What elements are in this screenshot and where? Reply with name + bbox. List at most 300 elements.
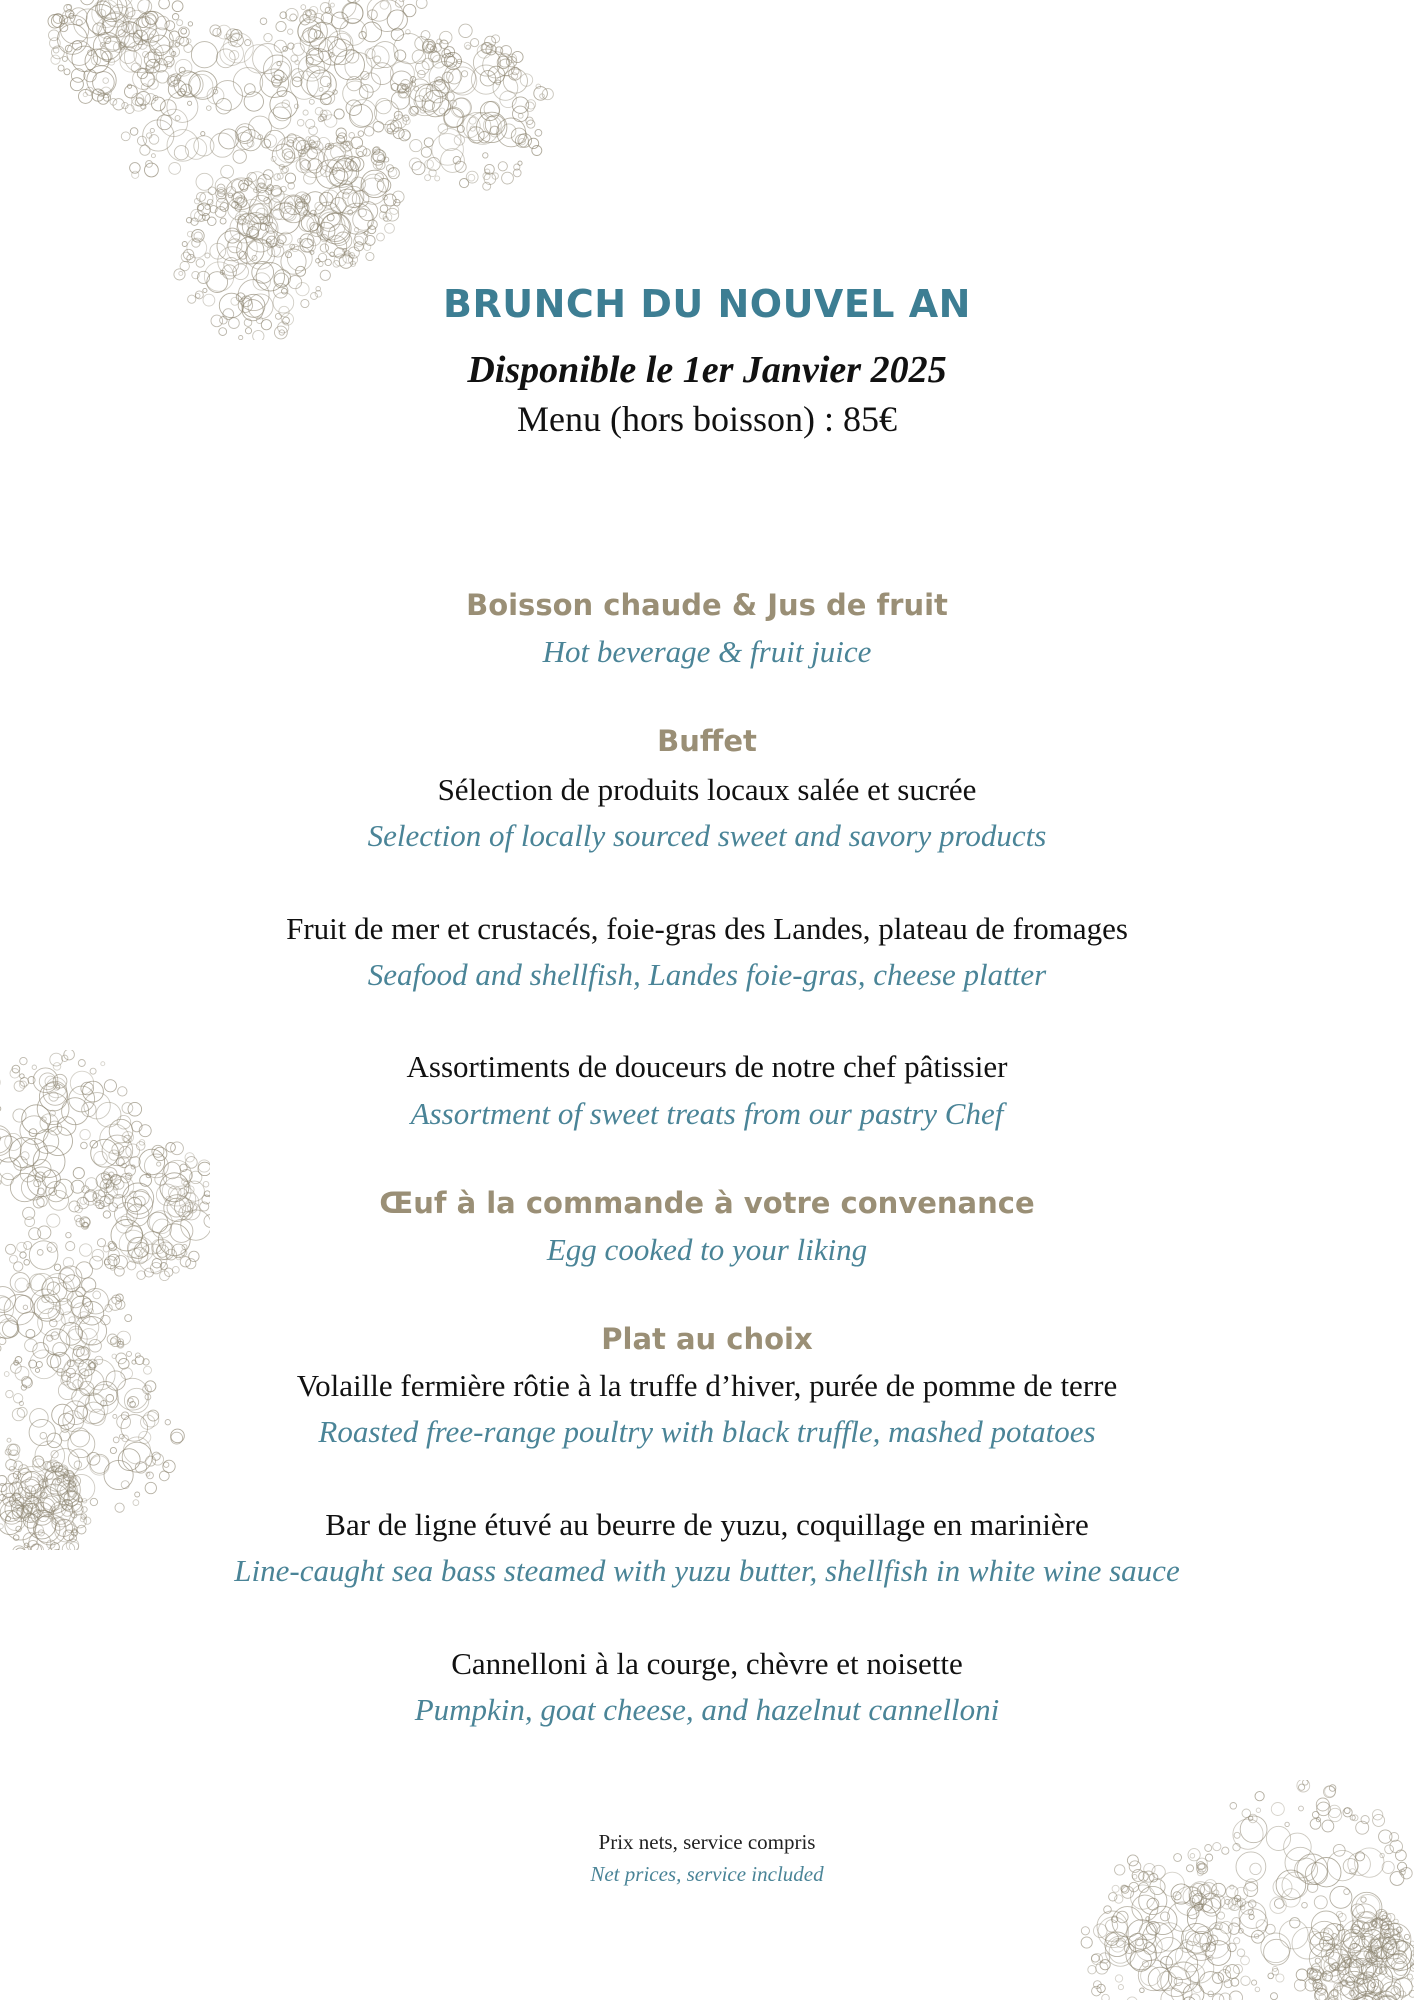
bubble-shape [282,100,290,108]
bubble-shape [1109,1941,1131,1963]
buffet-item-english: Selection of locally sourced sweet and savory products [367,818,1047,853]
bubble-shape [1296,1969,1308,1981]
bubble-shape [120,51,142,73]
bubble-shape [1397,1927,1403,1933]
bubble-shape [168,80,186,98]
bubble-shape [291,55,298,62]
bubble-shape [122,22,132,32]
bubble-shape [282,135,305,158]
bubble-shape [439,108,445,114]
bubble-shape [1351,1986,1366,2000]
bubble-shape [97,18,118,39]
bubble-shape [262,231,279,248]
bubble-shape [376,98,391,113]
bubble-shape [119,1146,131,1158]
bubble-shape [132,97,146,111]
bubble-shape [331,145,346,160]
bubble-shape [67,1291,84,1308]
bubble-shape [387,124,395,132]
bubble-shape [265,222,276,233]
bubble-shape [498,59,515,76]
bubble-shape [409,84,441,116]
bubble-shape [1384,1929,1399,1944]
bubble-shape [102,1135,133,1166]
bubble-shape [175,116,180,121]
bubble-shape [320,94,331,105]
bubble-shape [220,203,229,212]
bubble-shape [409,106,419,116]
bubble-shape [348,193,363,208]
bubble-shape [485,164,495,174]
bubble-shape [345,53,372,80]
bubble-shape [1317,1985,1326,1994]
bubble-shape [37,1479,68,1510]
bubble-shape [1240,1905,1245,1910]
bubble-shape [159,0,170,9]
bubble-shape [246,240,275,269]
bubble-shape [73,1493,80,1500]
bubble-shape [239,336,243,340]
bubble-shape [167,75,179,87]
bubble-shape [1202,1943,1210,1951]
bubble-shape [284,152,295,163]
bubble-shape [216,99,231,114]
bubble-shape [1183,1887,1202,1906]
bubble-shape [1,1484,15,1498]
bubble-shape [1166,1948,1198,1980]
bubble-shape [390,205,399,214]
bubble-shape [1106,1933,1119,1946]
bubble-shape [1271,1993,1278,2000]
bubble-shape [470,126,475,131]
bubble-shape [1386,1941,1400,1955]
bubble-shape [240,183,248,191]
bubble-shape [463,112,491,140]
bubble-shape [1383,1943,1392,1952]
bubble-shape [154,1147,167,1160]
bubble-shape [272,144,294,166]
bubble-shape [152,1145,164,1157]
bubble-shape [153,95,158,100]
bubble-shape [1352,1943,1357,1948]
bubble-shape [387,10,407,30]
bubble-shape [31,1544,43,1550]
bubble-shape [35,1129,59,1153]
bubble-shape [310,224,323,237]
bubble-shape [1375,1994,1384,2000]
bubble-shape [1182,1923,1212,1953]
bubble-shape [1213,1994,1224,2000]
bubble-shape [483,52,509,78]
bubble-shape [233,150,246,163]
bubble-shape [343,192,349,198]
bubble-shape [194,136,214,156]
bubble-shape [371,152,384,165]
bubble-shape [217,25,231,39]
bubble-shape [1351,1924,1360,1933]
bubble-shape [409,158,421,170]
bubble-shape [135,1462,146,1473]
bubble-shape [21,1152,29,1160]
bubble-shape [1132,1895,1158,1921]
bubble-shape [1223,1966,1230,1973]
bubble-shape [118,42,126,50]
bubble-shape [149,135,159,145]
bubble-shape [1342,1957,1352,1967]
bubble-shape [415,84,443,112]
bubble-shape [484,116,502,134]
bubble-shape [399,129,410,140]
bubble-shape [412,82,416,86]
bubble-shape [1353,1926,1360,1933]
bubble-shape [319,192,333,206]
bubble-shape [1199,1972,1222,1995]
bubble-shape [1370,1939,1374,1943]
bubble-shape [78,1498,82,1502]
bubble-shape [1353,1959,1360,1966]
bubble-shape [0,1484,7,1492]
bubble-shape [1187,1904,1216,1933]
bubble-shape [366,46,389,69]
bubble-shape [5,1133,22,1150]
bubble-shape [64,5,72,13]
bubble-shape [1272,1968,1279,1975]
bubble-shape [1135,1938,1143,1946]
bubble-shape [51,1543,60,1550]
bubble-shape [244,45,272,73]
bubble-shape [327,83,331,87]
bubble-shape [184,44,193,53]
bubble-shape [98,90,104,96]
main-item-english: Roasted free-range poultry with black truffle, mashed potatoes [318,1414,1096,1449]
bubble-shape [473,49,500,76]
bubble-shape [1147,1898,1159,1910]
bubble-shape [388,168,399,179]
bubble-shape [188,22,192,26]
bubble-shape [1386,1986,1401,2000]
bubble-shape [402,131,411,140]
bubble-shape [316,160,345,189]
bubble-shape [55,1468,63,1476]
bubble-shape [172,1,183,12]
bubble-shape [1330,1944,1335,1949]
bubble-shape [1380,1935,1389,1944]
bubble-shape [404,4,416,16]
page-title: BRUNCH DU NOUVEL AN [443,282,971,326]
bubble-shape [1310,1921,1340,1951]
bubble-shape [205,204,210,209]
bubble-shape [334,248,344,258]
bubble-shape [274,174,281,181]
bubble-shape [395,0,403,7]
bubble-shape [1353,1977,1380,2000]
bubble-shape [483,182,491,190]
bubble-shape [513,169,521,177]
bubble-shape [90,1498,97,1505]
bubble-shape [1141,1966,1161,1986]
bubble-shape [135,1356,144,1365]
bubble-shape [1376,1996,1398,2000]
bubble-shape [1252,1980,1257,1985]
bubble-shape [307,70,336,99]
bubble-shape [442,49,451,58]
bubble-shape [0,1296,14,1323]
bubble-shape [252,261,274,283]
bubble-shape [228,239,242,253]
bubble-shape [245,178,253,186]
bubble-shape [423,40,436,53]
bubble-shape [276,240,284,248]
bubble-shape [208,217,217,226]
bubble-shape [330,167,338,175]
bubble-shape [178,89,185,96]
bubble-shape [70,8,87,25]
bubble-shape [343,253,353,263]
bubble-shape [190,1171,202,1183]
bubble-shape [1116,1938,1126,1948]
bubble-shape [298,238,303,243]
bubble-shape [375,173,384,182]
bubble-shape [347,161,356,170]
bubble-shape [237,127,252,142]
bubble-shape [150,35,170,55]
bubble-shape [72,46,98,72]
bubble-shape [118,1087,127,1096]
bubble-shape [118,30,125,37]
main-item-french: Cannelloni à la courge, chèvre et noisette [451,1646,963,1681]
bubble-shape [416,0,427,9]
bubble-shape [1333,1981,1358,2000]
bubble-shape [117,0,149,19]
bubble-shape [1317,1802,1331,1816]
bubble-shape [126,1144,140,1158]
bubble-shape [235,124,255,144]
bubble-shape [301,214,319,232]
bubble-shape [126,8,135,17]
bubble-shape [68,1481,75,1488]
bubble-shape [483,172,490,179]
bubble-shape [354,242,363,251]
bubble-shape [483,153,488,158]
bubble-shape [368,226,376,234]
bubble-shape [1337,1924,1343,1930]
bubble-shape [1361,1958,1381,1978]
bubble-shape [1309,1969,1321,1981]
bubble-shape [1282,1889,1300,1907]
bubble-shape [53,47,59,53]
bubble-shape [1149,1906,1177,1934]
bubble-shape [216,49,235,68]
bubble-shape [299,55,325,81]
bubble-shape [399,86,411,98]
bubble-shape [55,1475,74,1494]
bubble-shape [1376,1909,1387,1920]
bubble-shape [422,90,449,117]
bubble-shape [137,92,151,106]
bubble-shape [293,137,306,150]
bubble-shape [1096,1962,1108,1974]
bubble-shape [442,53,455,66]
bubble-shape [92,0,120,28]
bubble-shape [285,173,295,183]
bubble-shape [431,52,441,62]
bubble-shape [109,1297,122,1310]
bubble-shape [190,74,213,97]
bubble-shape [306,137,311,142]
bubble-shape [137,1271,146,1280]
bubble-shape [1361,1919,1391,1949]
bubble-shape [350,261,355,266]
bubble-shape [192,230,205,243]
bubble-shape [67,4,72,9]
bubble-shape [373,160,382,169]
bubble-shape [1339,1959,1362,1982]
bubble-shape [296,266,306,276]
bubble-shape [1092,1986,1102,1996]
bubble-shape [371,63,393,85]
bubble-shape [42,1277,67,1302]
bubble-shape [121,1173,131,1183]
bubble-shape [1144,1943,1156,1955]
bubble-shape [140,145,150,155]
bubble-shape [361,71,369,79]
bubble-shape [51,1451,58,1458]
bubble-shape [48,14,62,28]
bubble-shape [216,188,227,199]
bubble-shape [1387,1913,1395,1921]
bubble-shape [341,203,372,234]
bubble-shape [260,184,264,188]
bubble-shape [145,1482,156,1493]
bubble-shape [377,233,385,241]
bubble-shape [47,1354,61,1368]
bubble-shape [63,1472,75,1484]
bubble-shape [230,34,243,47]
bubble-shape [130,128,138,136]
bubble-shape [481,43,492,54]
bubble-shape [1303,1780,1309,1785]
section-title-egg: Œuf à la commande à votre convenance [379,1186,1035,1220]
bubble-shape [19,1465,29,1475]
bubble-shape [1279,1920,1308,1949]
bubble-shape [152,1454,163,1465]
bubble-shape [175,59,192,76]
bubble-shape [225,228,240,243]
bubble-shape [457,115,480,138]
bubble-shape [192,271,199,278]
bubble-shape [83,93,87,97]
bubble-shape [103,13,126,36]
bubble-shape [1341,1929,1365,1953]
bubble-shape [468,174,475,181]
bubble-shape [1228,1923,1239,1934]
bubble-shape [468,127,484,143]
bubble-shape [492,173,498,179]
bubble-shape [1321,1952,1345,1976]
bubble-shape [146,1472,150,1476]
bubble-shape [144,52,159,67]
bubble-shape [1349,1951,1377,1979]
bubble-shape [1226,1965,1240,1979]
bubble-shape [67,1489,75,1497]
bubble-shape [393,115,406,128]
bubble-shape [391,28,403,40]
bubble-shape [292,77,302,87]
bubble-shape [93,1291,101,1299]
bubble-shape [1230,1803,1237,1810]
bubble-shape [329,143,334,148]
bubble-shape [1368,1939,1382,1953]
bubble-shape [42,1295,50,1303]
bubble-shape [23,1305,27,1309]
bubble-shape [439,129,461,151]
bubble-shape [1344,1808,1350,1814]
bubble-shape [303,110,308,115]
bubble-shape [1311,1911,1340,1940]
bubble-shape [342,3,363,24]
bubble-shape [1372,1810,1382,1820]
bubble-shape [0,1136,21,1162]
bubble-shape [47,1282,60,1295]
bubble-shape [1241,1956,1250,1965]
bubble-shape [348,210,353,215]
bubble-shape [1379,1916,1389,1926]
bubble-shape [1312,1964,1321,1973]
bubble-shape [1368,1919,1389,1940]
bubble-shape [1299,1784,1305,1790]
bubble-shape [301,194,311,204]
bubble-shape [309,22,338,51]
bubble-shape [141,104,146,109]
footer-note-french: Prix nets, service compris [598,1830,816,1854]
bubble-shape [1268,1973,1274,1979]
bubble-shape [1130,1950,1151,1971]
menu-price: Menu (hors boisson) : 85€ [517,399,897,439]
bubble-shape [318,37,346,65]
bubble-shape [233,264,249,280]
bubble-shape [65,45,72,52]
bubble-shape [125,1165,136,1176]
bubble-shape [1271,1803,1284,1816]
bubble-shape [1201,1893,1221,1913]
bubble-shape [1194,1933,1208,1947]
bubble-shape [330,252,334,256]
bubble-shape [1374,1947,1386,1959]
bubble-shape [109,1172,114,1177]
bubble-shape [1237,1898,1246,1907]
bubble-shape [464,42,471,49]
bubble-shape [197,204,203,210]
bubble-shape [131,1165,135,1169]
bubble-shape [148,49,162,63]
bubble-shape [232,193,242,203]
bubble-shape [350,104,373,127]
bubble-shape [296,140,309,153]
bubble-shape [1252,1930,1265,1943]
bubble-shape [298,150,305,157]
bubble-shape [1367,1949,1378,1960]
bubble-shape [1297,1780,1310,1792]
bubble-shape [1214,1890,1219,1895]
bubble-shape [163,1460,175,1472]
bubble-shape [1338,1962,1350,1974]
bubble-shape [383,195,388,200]
bubble-shape [1155,1937,1183,1965]
bubble-shape [1352,1815,1358,1821]
bubble-shape [364,231,368,235]
bubble-shape [333,161,353,181]
bubble-shape [424,138,433,147]
